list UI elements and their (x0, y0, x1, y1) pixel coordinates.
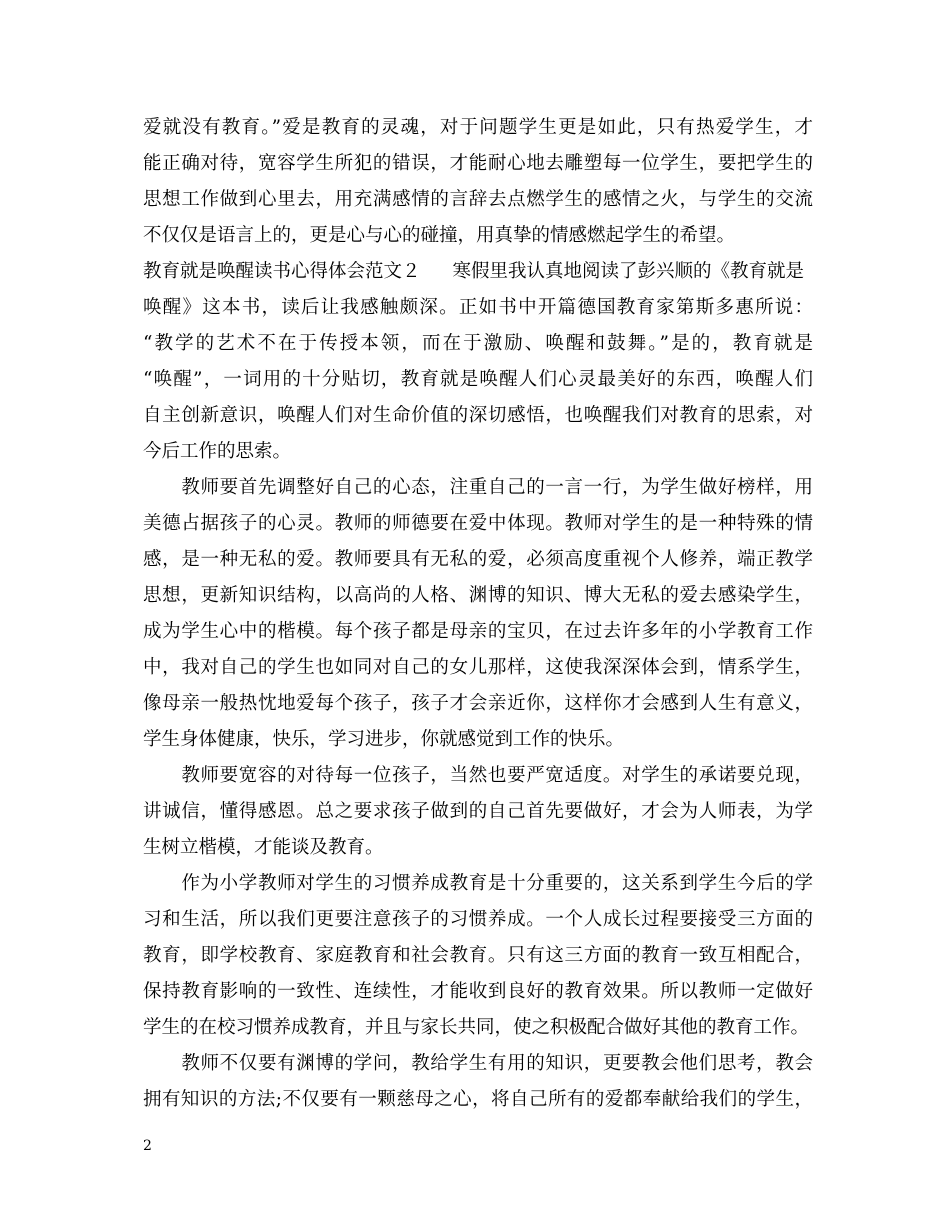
text-line: 保持教育影响的一致性、连续性，才能收到良好的教育效果。所以教师一定做好 (143, 981, 813, 1002)
text-line: 学生的在校习惯养成教育，并且与家长共同，使之积极配合做好其他的教育工作。 (143, 1017, 810, 1038)
text-line: 爱就没有教育。”爱是教育的灵魂，对于问题学生更是如此，只有热爱学生，才 (143, 117, 813, 138)
document-body (143, 110, 813, 1118)
text-line: 教育，即学校教育、家庭教育和社会教育。只有这三方面的教育一致互相配合， (143, 945, 813, 966)
section-intro-text: 寒假里我认真地阅读了彭兴顺的《教育就是 (452, 261, 805, 282)
section-heading-line (143, 254, 813, 290)
text-line: 拥有知识的方法;不仅要有一颗慈母之心，将自己所有的爱都奉献给我们的学生， (143, 1089, 813, 1110)
text-line: 自主创新意识，唤醒人们对生命价值的深切感悟，也唤醒我们对教育的思索，对 (143, 405, 813, 426)
text-line: 作为小学教师对学生的习惯养成教育是十分重要的，这关系到学生今后的学 (143, 873, 813, 894)
text-line: 教师要宽容的对待每一位孩子，当然也要严宽适度。对学生的承诺要兑现， (143, 765, 813, 786)
text-line: 讲诚信，懂得感恩。总之要求孩子做到的自己首先要做好，才会为人师表，为学 (143, 801, 813, 822)
text-line: 像母亲一般热忱地爱每个孩子，孩子才会亲近你，这样你才会感到人生有意义， (143, 693, 813, 714)
text-line: 感，是一种无私的爱。教师要具有无私的爱，必须高度重视个人修养，端正教学 (143, 549, 813, 570)
text-line: 唤醒》这本书，读后让我感触颇深。正如书中开篇德国教育家第斯多惠所说： (143, 297, 813, 318)
paragraph (143, 866, 813, 1046)
text-line: 教师要首先调整好自己的心态，注重自己的一言一行，为学生做好榜样，用 (143, 477, 813, 498)
paragraph (143, 758, 813, 866)
page-number: 2 (143, 1138, 152, 1154)
paragraph (143, 1046, 813, 1118)
text-line: 能正确对待，宽容学生所犯的错误，才能耐心地去雕塑每一位学生，要把学生的 (143, 153, 813, 174)
text-line: 中，我对自己的学生也如同对自己的女儿那样，这使我深深体会到，情系学生， (143, 657, 813, 678)
text-line: 不仅仅是语言上的，更是心与心的碰撞，用真挚的情感燃起学生的希望。 (143, 225, 736, 246)
paragraph (143, 470, 813, 758)
text-line: 思想，更新知识结构，以高尚的人格、渊博的知识、博大无私的爱去感染学生， (143, 585, 813, 606)
text-line: “唤醒”，一词用的十分贴切，教育就是唤醒人们心灵最美好的东西，唤醒人们 (143, 369, 813, 390)
text-line: 教师不仅要有渊博的学问，教给学生有用的知识，更要教会他们思考，教会 (143, 1053, 813, 1074)
text-line: 美德占据孩子的心灵。教师的师德要在爱中体现。教师对学生的是一种特殊的情 (143, 513, 813, 534)
text-line: 今后工作的思索。 (143, 441, 292, 462)
text-line: 生树立楷模，才能谈及教育。 (143, 837, 384, 858)
section-title: 教育就是唤醒读书心得体会范文２ (143, 261, 421, 282)
text-line: 习和生活，所以我们更要注意孩子的习惯养成。一个人成长过程要接受三方面的 (143, 909, 813, 930)
text-line: 成为学生心中的楷模。每个孩子都是母亲的宝贝，在过去许多年的小学教育工作 (143, 621, 813, 642)
text-line: “教学的艺术不在于传授本领，而在于激励、唤醒和鼓舞。”是的，教育就是 (143, 333, 813, 354)
text-line: 思想工作做到心里去，用充满感情的言辞去点燃学生的感情之火，与学生的交流 (143, 189, 813, 210)
text-line: 学生身体健康，快乐，学习进步，你就感觉到工作的快乐。 (143, 729, 625, 750)
